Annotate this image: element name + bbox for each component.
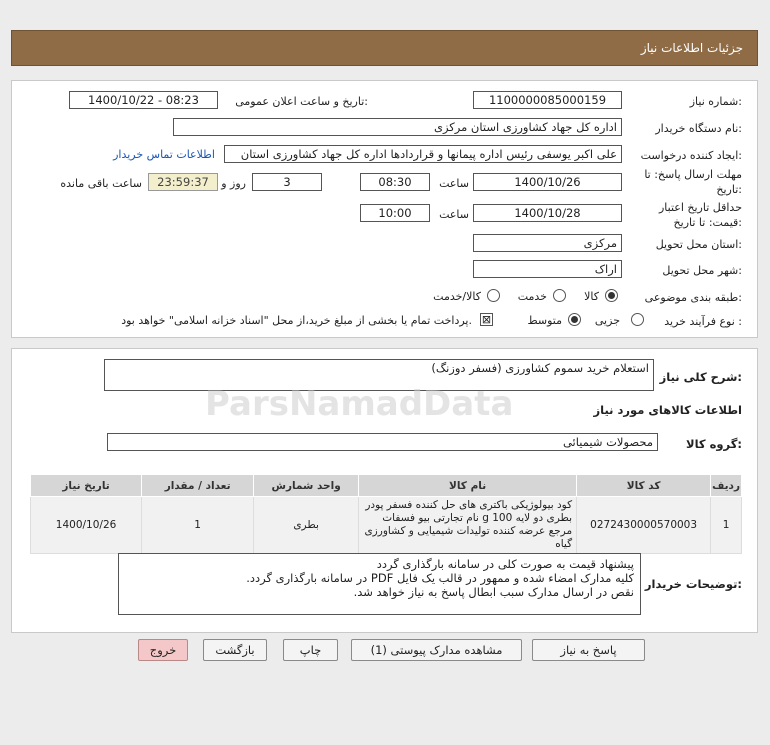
city-field: اراک [473, 260, 622, 278]
validity-label-line2: قیمت: تا تاریخ: [673, 216, 742, 229]
print-button[interactable]: چاپ [283, 639, 338, 661]
col-qty: تعداد / مقدار [142, 475, 254, 497]
buyer-contact-link[interactable]: اطلاعات تماس خریدار [113, 148, 215, 161]
goods-group-field: محصولات شیمیائی [107, 433, 658, 451]
buyer-note-line-3: نقص در ارسال مدارک سبب ابطال پاسخ به نیاز خواهد شد. [353, 585, 634, 599]
goods-table [30, 474, 742, 554]
goods-table-header [31, 475, 742, 497]
days-field: 3 [252, 173, 322, 191]
process-radio-minor[interactable] [631, 313, 644, 326]
exit-button[interactable]: خروج [138, 639, 188, 661]
col-name: نام کالا [359, 475, 577, 497]
process-label: نوع فرآیند خرید : [664, 315, 742, 328]
validity-time-label: ساعت [439, 208, 469, 221]
buyer-org-label: نام دستگاه خریدار: [655, 122, 742, 135]
category-option-goods: کالا [584, 290, 599, 303]
cell-qty: 1 [142, 497, 254, 554]
category-option-service: خدمت [517, 290, 547, 303]
category-radio-goods[interactable] [605, 289, 618, 302]
announce-field: 1400/10/22 - 08:23 [69, 91, 218, 109]
city-label: شهر محل تحویل: [662, 264, 742, 277]
category-label: طبقه بندی موضوعی: [644, 291, 742, 304]
process-radio-medium[interactable] [568, 313, 581, 326]
buyer-note-line-2: کلیه مدارک امضاء شده و ممهور در قالب یک فایل PDF در سامانه بارگذاری گردد. [246, 571, 634, 585]
goods-group-label: گروه کالا: [686, 437, 742, 451]
buyer-notes-field [118, 553, 641, 615]
province-label: استان محل تحویل: [655, 238, 742, 251]
page-title: جزئیات اطلاعات نیاز [640, 41, 743, 55]
need-number-field: 1100000085000159 [473, 91, 622, 109]
days-label: روز و [221, 177, 246, 190]
summary-label: شرح کلی نیاز: [659, 370, 742, 384]
category-option-goods-service: کالا/خدمت [433, 290, 481, 303]
cell-date: 1400/10/26 [31, 497, 142, 554]
requester-field: علی اکبر یوسفی رئیس اداره پیمانها و قراردادها اداره کل جهاد کشاورزی استان [224, 145, 622, 163]
watermark-brand: ParsNamadData [205, 384, 514, 424]
buyer-note-line-1: پیشنهاد قیمت به صورت کلی در سامانه بارگذاری گردد [376, 557, 634, 571]
cell-code: 0272430000570003 [577, 497, 711, 554]
deadline-date-field: 1400/10/26 [473, 173, 622, 191]
validity-label-line1: حداقل تاریخ اعتبار [658, 201, 742, 214]
summary-field [104, 359, 654, 391]
province-field: مرکزی [473, 234, 622, 252]
deadline-label-line1: مهلت ارسال پاسخ: تا [644, 168, 742, 181]
col-unit: واحد شمارش [254, 475, 359, 497]
process-option-minor: جزیی [594, 314, 620, 327]
col-date: تاریخ نیاز [31, 475, 142, 497]
buyer-notes-label: توضیحات خریدار: [644, 577, 742, 591]
summary-text: استعلام خرید سموم کشاورزی (فسفر دوزنگ) [431, 361, 649, 375]
deadline-time-label: ساعت [439, 177, 469, 190]
need-number-label: شماره نیاز: [689, 95, 742, 108]
col-row: ردیف [711, 475, 742, 497]
validity-time-field: 10:00 [360, 204, 430, 222]
remaining-time-label: ساعت باقی مانده [60, 177, 142, 190]
requester-label: ایجاد کننده درخواست: [640, 149, 742, 162]
attachments-button[interactable]: مشاهده مدارک پیوستی (1) [351, 639, 522, 661]
cell-name: کود بیولوژیکی باکتری های حل کننده فسفر پودر بطری دو لایه 100 g نام تجارتی بیو فسفات مرجع عرضه کننده تولیدات شیمیایی و کشاورزی گیاه [359, 497, 577, 554]
table-row [31, 497, 742, 554]
deadline-label-line2: تاریخ: [716, 183, 742, 196]
goods-title: اطلاعات کالاهای مورد نیاز [593, 403, 742, 417]
deadline-time-field: 08:30 [360, 173, 430, 191]
cell-unit: بطری [254, 497, 359, 554]
buyer-org-field: اداره کل جهاد کشاورزی استان مرکزی [173, 118, 622, 136]
back-button[interactable]: بازگشت [203, 639, 267, 661]
treasury-checkbox[interactable]: ⊠ [481, 313, 492, 326]
announce-label: تاریخ و ساعت اعلان عمومی: [235, 95, 368, 108]
remaining-time-field: 23:59:37 [148, 173, 218, 191]
process-option-medium: متوسط [527, 314, 562, 327]
treasury-note: پرداخت تمام یا بخشی از مبلغ خرید،از محل "اسناد خزانه اسلامی" خواهد بود. [121, 314, 472, 327]
cell-row: 1 [711, 497, 742, 554]
col-code: کد کالا [577, 475, 711, 497]
page-header [11, 30, 758, 66]
category-radio-service[interactable] [553, 289, 566, 302]
reply-button[interactable]: پاسخ به نیاز [532, 639, 645, 661]
validity-date-field: 1400/10/28 [473, 204, 622, 222]
category-radio-goods-service[interactable] [487, 289, 500, 302]
